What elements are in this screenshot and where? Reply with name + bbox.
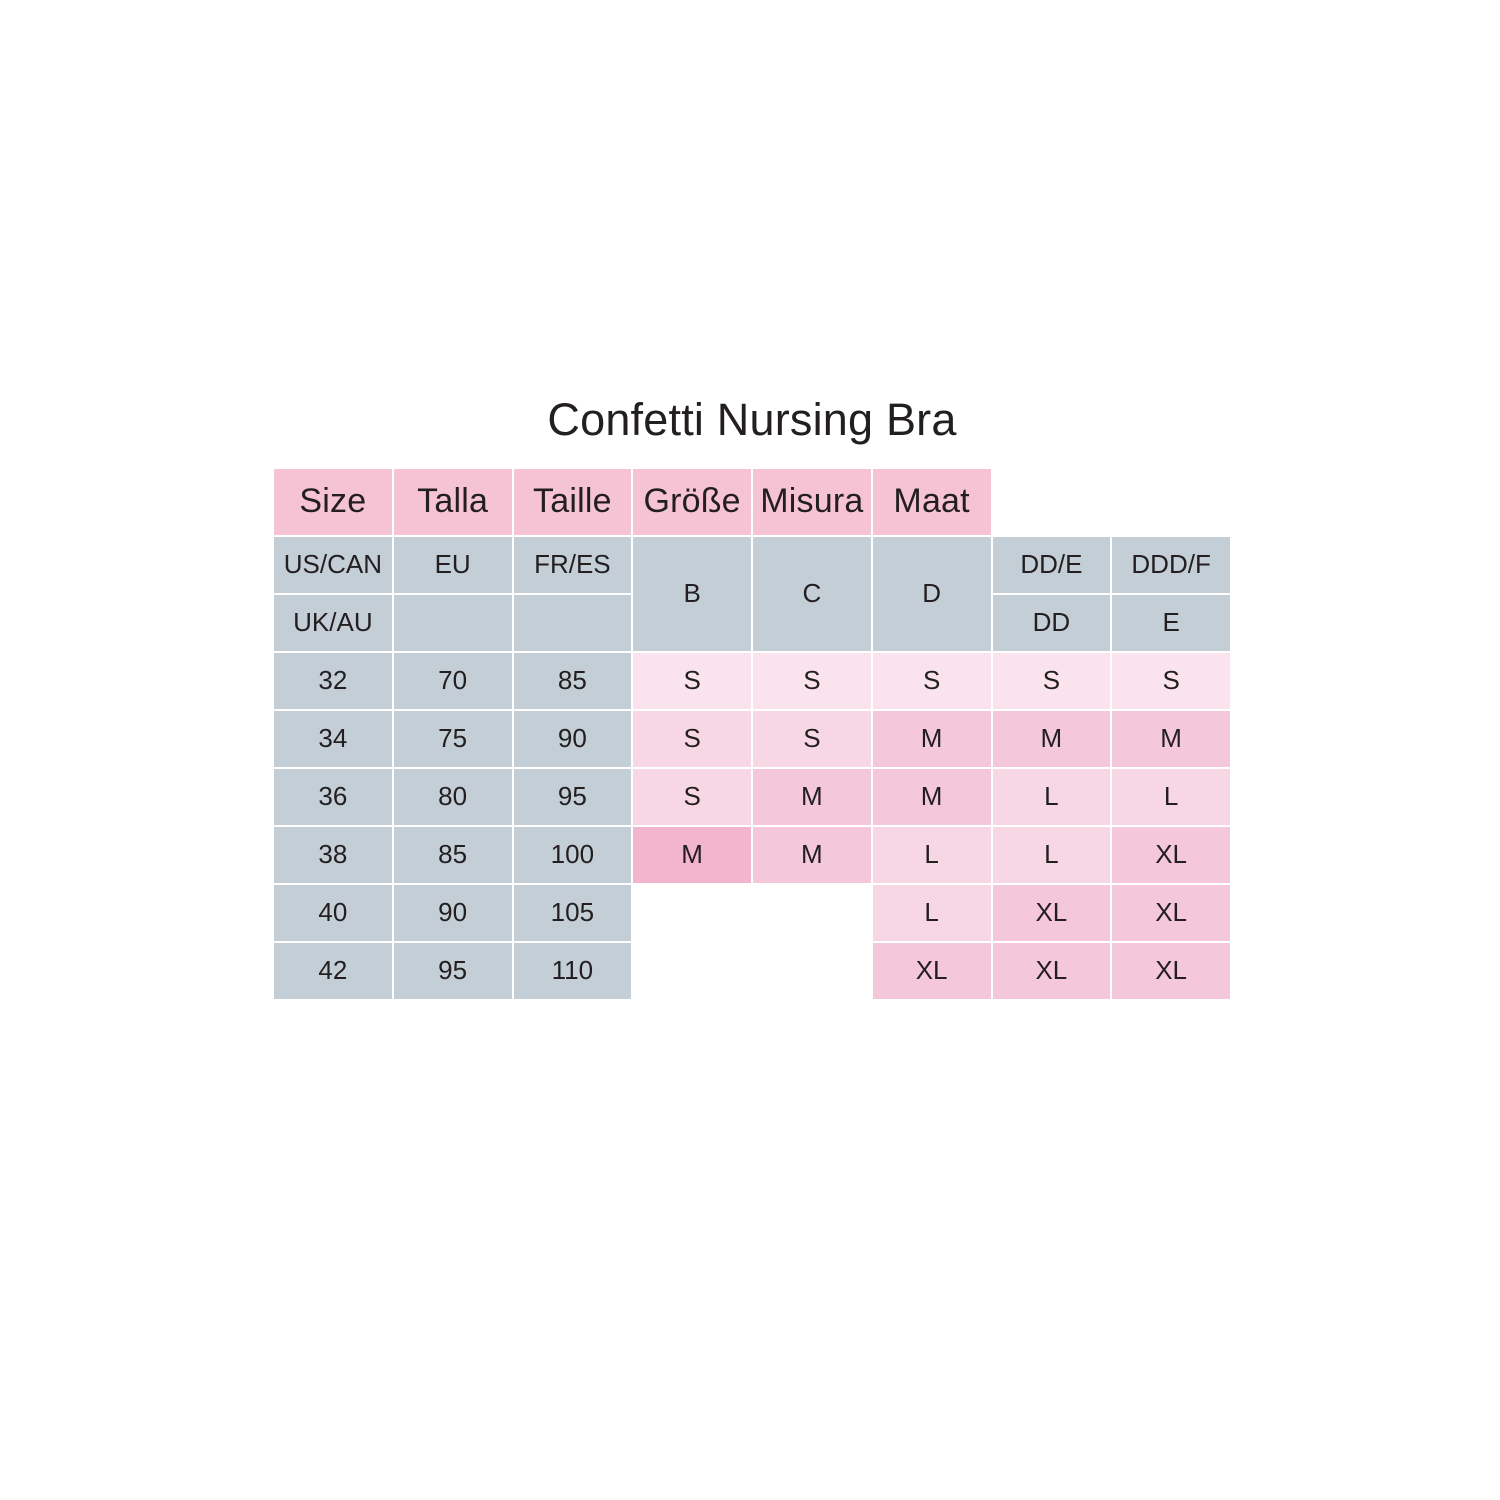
cell-us: 40 (274, 885, 392, 941)
cell-eu: 85 (394, 827, 512, 883)
cell-fres: 110 (514, 943, 632, 999)
lang-header-size: Size (274, 469, 392, 535)
cell-eu: 75 (394, 711, 512, 767)
band-label-fr-es: FR/ES (514, 537, 632, 593)
cell-cup-b (633, 943, 751, 999)
cell-us: 38 (274, 827, 392, 883)
cup-header-dd-e: DD/E (993, 537, 1111, 593)
lang-header-taille: Taille (514, 469, 632, 535)
cell-cup-b (633, 885, 751, 941)
cell-cup-dd: L (993, 827, 1111, 883)
cell-cup-dd: S (993, 653, 1111, 709)
cell-cup-b: S (633, 769, 751, 825)
table-row (274, 653, 1230, 709)
cell-cup-dd: XL (993, 943, 1111, 999)
cell-fres: 90 (514, 711, 632, 767)
table-row (274, 827, 1230, 883)
cell-eu: 80 (394, 769, 512, 825)
cell-cup-d: S (873, 653, 991, 709)
cell-cup-ddd: XL (1112, 943, 1230, 999)
band-label-uk-au: UK/AU (274, 595, 392, 651)
cell-cup-ddd: S (1112, 653, 1230, 709)
band-label-us-can: US/CAN (274, 537, 392, 593)
cell-cup-c: S (753, 711, 871, 767)
cell-cup-c: M (753, 827, 871, 883)
table-row-header-2 (274, 595, 1230, 651)
cell-eu: 70 (394, 653, 512, 709)
cell-us: 36 (274, 769, 392, 825)
cell-cup-ddd: L (1112, 769, 1230, 825)
table-row-language-headers (274, 469, 1230, 535)
cell-eu: 95 (394, 943, 512, 999)
cell-cup-b: M (633, 827, 751, 883)
cell-cup-d: M (873, 711, 991, 767)
cup-header-e: E (1112, 595, 1230, 651)
cell-cup-b: S (633, 653, 751, 709)
cell-fres: 105 (514, 885, 632, 941)
cell-cup-dd: M (993, 711, 1111, 767)
cell-fres: 85 (514, 653, 632, 709)
header-spacer-eu (394, 595, 512, 651)
cell-cup-d: L (873, 827, 991, 883)
size-chart-table (272, 467, 1232, 1001)
table-row (274, 711, 1230, 767)
cell-us: 34 (274, 711, 392, 767)
lang-header-grosse: Größe (633, 469, 751, 535)
cup-header-b: B (633, 537, 751, 651)
cell-cup-ddd: XL (1112, 827, 1230, 883)
lang-header-talla: Talla (394, 469, 512, 535)
cell-cup-d: M (873, 769, 991, 825)
lang-header-maat: Maat (873, 469, 991, 535)
cell-cup-d: L (873, 885, 991, 941)
header-spacer-fr-es (514, 595, 632, 651)
cell-cup-c: M (753, 769, 871, 825)
cell-cup-c (753, 885, 871, 941)
cup-header-c: C (753, 537, 871, 651)
cell-eu: 90 (394, 885, 512, 941)
band-label-eu: EU (394, 537, 512, 593)
cell-cup-c (753, 943, 871, 999)
cell-cup-c: S (753, 653, 871, 709)
cup-header-d: D (873, 537, 991, 651)
table-row (274, 769, 1230, 825)
table-row (274, 943, 1230, 999)
cell-cup-dd: L (993, 769, 1111, 825)
lang-header-misura: Misura (753, 469, 871, 535)
page-title: Confetti Nursing Bra (547, 394, 957, 445)
cell-us: 42 (274, 943, 392, 999)
table-row-header-1 (274, 537, 1230, 593)
size-chart-container (272, 395, 1232, 1001)
cell-cup-ddd: M (1112, 711, 1230, 767)
table-row (274, 885, 1230, 941)
cup-header-dd: DD (993, 595, 1111, 651)
cell-cup-b: S (633, 711, 751, 767)
cell-fres: 100 (514, 827, 632, 883)
cup-header-ddd-f: DDD/F (1112, 537, 1230, 593)
cell-us: 32 (274, 653, 392, 709)
cell-cup-ddd: XL (1112, 885, 1230, 941)
cell-cup-dd: XL (993, 885, 1111, 941)
cell-cup-d: XL (873, 943, 991, 999)
cell-fres: 95 (514, 769, 632, 825)
